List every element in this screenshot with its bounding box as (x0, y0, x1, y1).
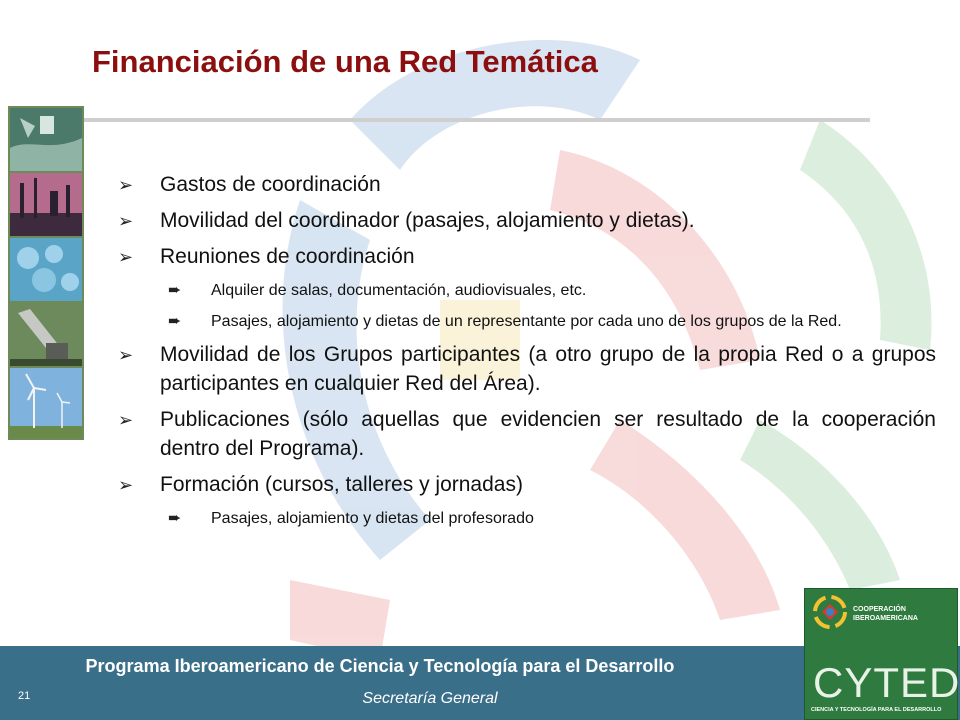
arrow-bullet-icon: ➢ (118, 475, 134, 495)
sub-bullet-item (168, 506, 936, 531)
arrow-bullet-icon: ➢ (118, 175, 134, 195)
bullet-text: Formación (cursos, talleres y jornadas) (160, 473, 523, 496)
title-divider (50, 118, 870, 122)
page-number: 21 (18, 690, 31, 702)
bullet-item (118, 340, 936, 398)
aerial-photo (10, 108, 82, 171)
bullet-text: Reuniones de coordinación (160, 245, 415, 268)
bullet-text: Movilidad del coordinador (pasajes, alojamiento y dietas). (160, 209, 695, 232)
bullet-list (118, 170, 936, 537)
cyted-logo (804, 588, 958, 720)
cyted-emblem-icon (813, 595, 847, 629)
arrow-bullet-icon: ➢ (118, 410, 134, 430)
arrow-bullet-icon: ➢ (118, 247, 134, 267)
cells-photo (10, 238, 82, 301)
bullet-item (118, 206, 936, 235)
wind-turbines-photo (10, 368, 82, 438)
sub-bullet-text: Alquiler de salas, documentación, audiovisuales, etc. (211, 282, 587, 299)
bullet-item (118, 170, 936, 199)
slide-title: Financiación de una Red Temática (92, 44, 598, 79)
industrial-plant-photo (10, 173, 82, 236)
sub-bullet-item (168, 309, 936, 334)
photo-strip (8, 106, 84, 440)
arrow-bullet-icon: ➢ (118, 345, 134, 365)
right-arrow-icon: ➨ (168, 282, 182, 299)
logo-org-text: COOPERACIÓN IBEROAMERICANA (853, 606, 918, 622)
bullet-text: Movilidad de los Grupos participantes (a otro grupo de la propia Red o a grupos participantes en cualquier Red del Área). (160, 343, 936, 395)
right-arrow-icon: ➨ (168, 510, 182, 527)
arrow-bullet-icon: ➢ (118, 211, 134, 231)
footer-subtitle: Secretaría General (362, 690, 498, 707)
sub-bullet-text: Pasajes, alojamiento y dietas de un representante por cada uno de los grupos de la Red. (211, 313, 842, 330)
bullet-item (118, 405, 936, 463)
footer-program-title: Programa Iberoamericano de Ciencia y Tecnología para el Desarrollo (85, 656, 675, 676)
sub-bullet-item (168, 278, 936, 303)
bullet-item (118, 242, 936, 271)
bullet-item (118, 470, 936, 499)
right-arrow-icon: ➨ (168, 313, 182, 330)
sub-bullet-text: Pasajes, alojamiento y dietas del profesorado (211, 510, 534, 527)
logo-tagline: CIENCIA Y TECNOLOGÍA PARA EL DESARROLLO (811, 707, 942, 713)
logo-wordmark: CYTED (813, 659, 960, 706)
machinery-photo (10, 303, 82, 366)
bullet-text: Publicaciones (sólo aquellas que evidencien ser resultado de la cooperación dentro del Programa). (160, 408, 936, 460)
bullet-text: Gastos de coordinación (160, 173, 381, 196)
